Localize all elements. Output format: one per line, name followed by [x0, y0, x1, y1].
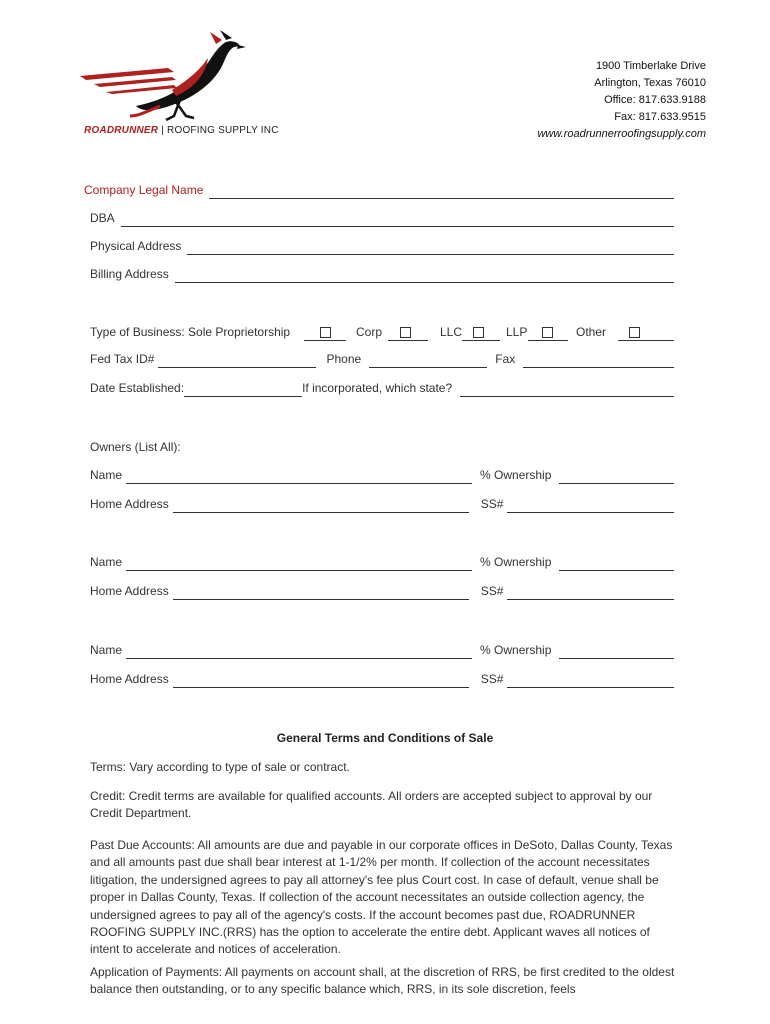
company-legal-name-label: Company Legal Name [84, 183, 204, 197]
fax-field[interactable] [523, 353, 674, 368]
fax-label: Fax [495, 352, 516, 366]
ss-label: SS# [480, 672, 504, 686]
llc-checkbox[interactable] [473, 327, 484, 338]
website-link[interactable]: www.roadrunnerroofingsupply.com [537, 128, 706, 140]
owner-2-address-row [90, 584, 674, 600]
tax-phone-fax-row [90, 352, 674, 368]
owner-3-ownership-field[interactable] [559, 644, 674, 659]
owner-3-address-row [90, 672, 674, 688]
brand-primary: ROADRUNNER [84, 125, 159, 136]
fax-number: Fax: 817.633.9515 [614, 111, 706, 123]
home-address-label: Home Address [90, 584, 169, 598]
owner-1-name-field[interactable] [126, 469, 472, 484]
dba-field[interactable] [121, 212, 674, 227]
company-address-block [537, 58, 706, 143]
other-checkbox[interactable] [629, 327, 640, 338]
sole-proprietorship-checkbox[interactable] [320, 327, 331, 338]
ownership-label: % Ownership [480, 643, 552, 657]
physical-address-row [90, 239, 674, 255]
llp-checkbox[interactable] [542, 327, 553, 338]
type-of-business-row [90, 323, 674, 341]
company-legal-name-field[interactable] [209, 184, 674, 199]
owner-2-name-field[interactable] [126, 556, 472, 571]
brand-separator: | [161, 125, 165, 136]
roadrunner-bird-icon [76, 30, 246, 122]
ownership-label: % Ownership [480, 468, 552, 482]
owner-name-label: Name [90, 555, 123, 569]
owner-1-name-row [90, 468, 674, 484]
credit-paragraph: Credit: Credit terms are available for qualified accounts. All orders are accepted subject to approval by our Credit Department. [90, 789, 653, 821]
owner-3-home-address-field[interactable] [173, 673, 469, 688]
dba-row [90, 211, 674, 227]
terms-heading: General Terms and Conditions of Sale [276, 731, 494, 745]
brand-secondary: ROOFING SUPPLY INC [167, 125, 279, 136]
brand-name [84, 125, 279, 136]
phone-field[interactable] [369, 353, 487, 368]
company-legal-name-row [84, 183, 674, 199]
date-established-label: Date Established: [90, 381, 185, 395]
fed-tax-id-label: Fed Tax ID# [90, 352, 155, 366]
billing-address-field[interactable] [175, 268, 674, 283]
llp-label: LLP [506, 325, 528, 339]
ownership-label: % Ownership [480, 555, 552, 569]
owner-1-address-row [90, 497, 674, 513]
phone-label: Phone [326, 352, 362, 366]
owner-2-name-row [90, 555, 674, 571]
date-established-row [90, 381, 674, 397]
terms-paragraph: Terms: Vary according to type of sale or contract. [90, 760, 350, 774]
type-of-business-label: Type of Business: Sole Proprietorship [90, 325, 291, 339]
owner-3-name-field[interactable] [126, 644, 472, 659]
corp-label: Corp [356, 325, 383, 339]
owner-2-ownership-field[interactable] [559, 556, 674, 571]
date-established-field[interactable] [184, 382, 302, 397]
owner-1-home-address-field[interactable] [173, 498, 469, 513]
billing-address-label: Billing Address [90, 267, 169, 281]
corp-checkbox[interactable] [400, 327, 411, 338]
owner-2-ss-field[interactable] [507, 585, 674, 600]
home-address-label: Home Address [90, 672, 169, 686]
owner-2-home-address-field[interactable] [173, 585, 469, 600]
other-label: Other [576, 325, 607, 339]
owner-1-ss-field[interactable] [507, 498, 674, 513]
owners-heading: Owners (List All): [90, 440, 181, 454]
address-line: Arlington, Texas 76010 [594, 77, 706, 89]
incorporated-state-field[interactable] [460, 382, 674, 397]
owner-name-label: Name [90, 643, 123, 657]
home-address-label: Home Address [90, 497, 169, 511]
physical-address-field[interactable] [187, 240, 674, 255]
physical-address-label: Physical Address [90, 239, 182, 253]
billing-address-row [90, 267, 674, 283]
llc-label: LLC [440, 325, 463, 339]
address-line: 1900 Timberlake Drive [595, 60, 706, 72]
dba-label: DBA [90, 211, 115, 225]
past-due-paragraph: Past Due Accounts: All amounts are due and payable in our corporate offices in DeSoto, Dallas County, Texas and all amounts past due shall bear interest at 1-1/2% per month. If collection of the account necessitates litigation, the undersigned agrees to pay all attorney's fee plus Court cost. In case of default, venue shall be proper in Dallas County, Texas. If collection of the account necessitates an outside collection agency, the undersigned agrees to pay all of the agency's costs. If the account becomes past due, ROADRUNNER ROOFING SUPPLY INC.(RRS) has the option to accelerate the entire debt. Applicant waves all notices of intent to accelerate and notices of acceleration. [90, 838, 673, 957]
fed-tax-id-field[interactable] [158, 353, 316, 368]
owner-name-label: Name [90, 468, 123, 482]
owner-3-ss-field[interactable] [507, 673, 674, 688]
owner-3-name-row [90, 643, 674, 659]
ss-label: SS# [480, 584, 504, 598]
application-of-payments-paragraph: Application of Payments: All payments on account shall, at the discretion of RRS, be first credited to the oldest balance then outstanding, or to any specific balance which, RRS, in its sole discretion, feels [90, 965, 675, 997]
office-phone: Office: 817.633.9188 [604, 94, 706, 106]
owner-1-ownership-field[interactable] [559, 469, 674, 484]
incorporated-state-label: If incorporated, which state? [302, 381, 453, 395]
ss-label: SS# [480, 497, 504, 511]
